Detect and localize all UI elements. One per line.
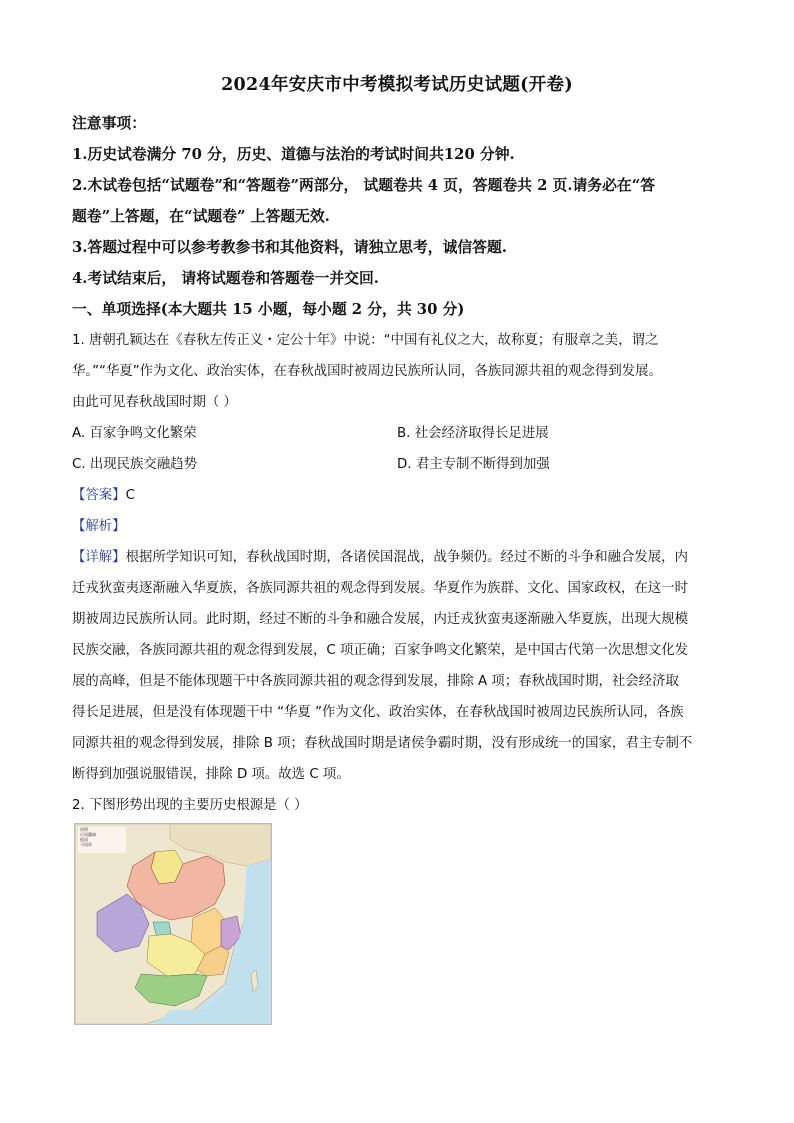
option-d: D. 君主专制不断得到加强	[397, 457, 550, 472]
answer-tag: 【答案】	[72, 488, 126, 503]
answer-value: C	[125, 488, 135, 503]
detail-line: 迁戎狄蛮夷逐渐融入华夏族，各族同源共祖的观念得到发展。华夏作为族群、文化、国家政权，在这一时	[72, 581, 688, 596]
notice-item: 4.考试结束后， 请将试题卷和答题卷一并交回.	[72, 270, 379, 287]
map-graphic	[75, 824, 271, 1024]
notice-item: 1.历史试卷满分 70 分，历史、道德与法治的考试时间共120 分钟.	[72, 146, 515, 163]
notice-item: 2.木试卷包括“试题卷”和“答题卷”两部分， 试题卷共 4 页，答题卷共 2 页.请务必在“答	[72, 177, 656, 194]
question-2-stem: 2. 下图形势出现的主要历史根源是（ ）	[72, 798, 308, 813]
question-1-stem: 由此可见春秋战国时期（ ）	[72, 395, 237, 410]
detail-line: 断得到加强说服错误，排除 D 项。故选 C 项。	[72, 767, 350, 782]
detail-line: 得长足进展，但是没有体现题干中 “华夏 ”作为文化、政治实体，在春秋战国时被周边民族所认同，各族	[72, 705, 684, 720]
notice-heading: 注意事项：	[72, 115, 146, 132]
page-title: 2024年安庆市中考模拟考试历史试题(开卷)	[221, 75, 573, 95]
notice-item: 题卷”上答题，在“试题卷” 上答题无效.	[72, 208, 330, 225]
detail-line: 民族交融，各族同源共祖的观念得到发展，C 项正确；百家争鸣文化繁荣，是中国古代第一次思想文化发	[72, 643, 689, 658]
question-1-stem: 华。”“华夏”作为文化、政治实体，在春秋战国时被周边民族所认同，各族同源共祖的观念得到发展。	[72, 364, 662, 379]
section-heading: 一、单项选择(本大题共 15 小题，每小题 2 分，共 30 分)	[72, 301, 465, 318]
option-b: B. 社会经济取得长足进展	[397, 426, 549, 441]
question-1-stem: 1. 唐朝孔颖达在《春秋左传正义・定公十年》中说：“中国有礼仪之大，故称夏；有服章之美，谓之	[72, 333, 659, 348]
analysis-row	[72, 515, 732, 534]
detail-line: 同源共祖的观念得到发展，排除 B 项；春秋战国时期是诸侯争霸时期，没有形成统一的国家，君主专制不	[72, 736, 693, 751]
option-a: A. 百家争鸣文化繁荣	[72, 426, 197, 441]
detail-line: 【详解】根据所学知识可知，春秋战国时期，各诸侯国混战，战争频仍。经过不断的斗争和融合发展，内	[72, 550, 688, 565]
detail-line: 展的高峰，但是不能体现题干中各族同源共祖的观念得到发展，排除 A 项；春秋战国时期，社会经济取	[72, 674, 679, 689]
answer-row	[72, 484, 732, 503]
map-legend: 图例 后周疆域 他国 今国界	[80, 827, 96, 847]
notice-item: 3.答题过程中可以参考教参书和其他资料，请独立思考，诚信答题.	[72, 239, 507, 256]
detail-line: 期被周边民族所认同。此时期，经过不断的斗争和融合发展，内迁戎狄蛮夷逐渐融入华夏族，出现大规模	[72, 612, 688, 627]
analysis-tag: 【解析】	[72, 519, 126, 534]
option-c: C. 出现民族交融趋势	[72, 457, 197, 472]
detail-tag: 【详解】	[72, 550, 126, 565]
five-dynasties-map	[74, 823, 272, 1025]
